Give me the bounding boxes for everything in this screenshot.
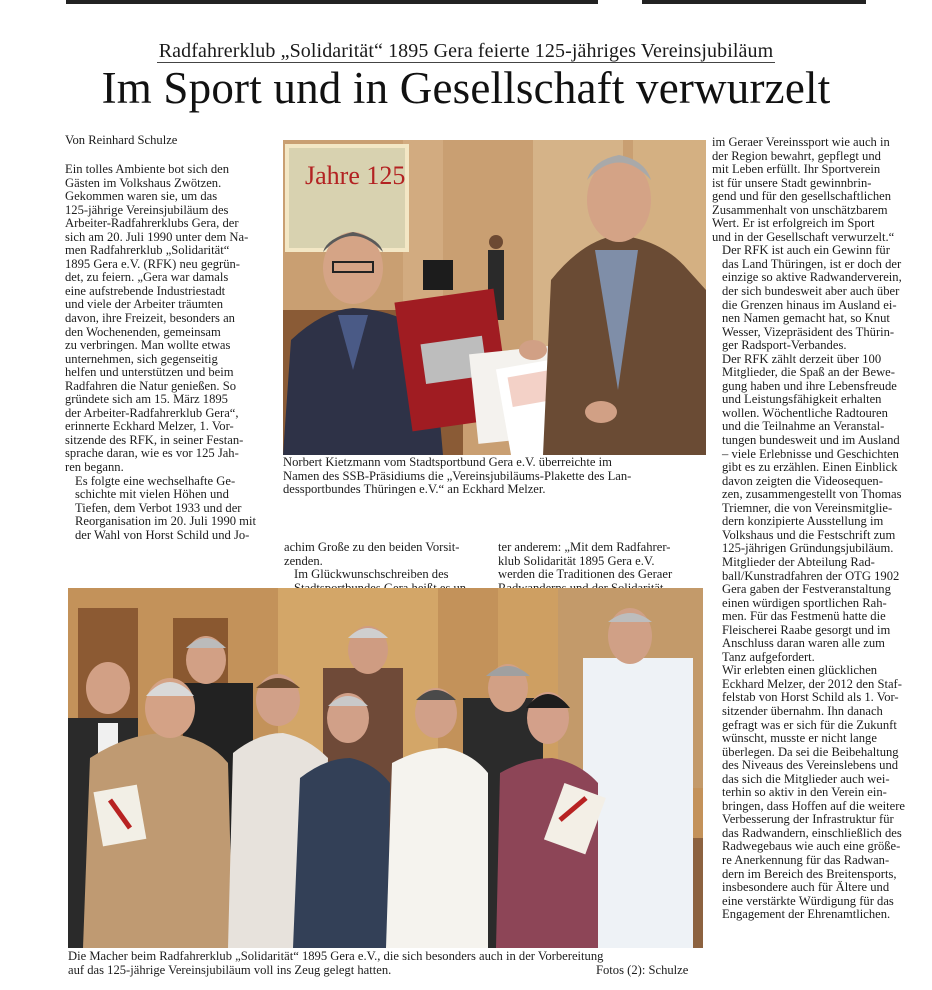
text-line: Reorganisation im 20. Juli 1990 mit <box>75 515 256 529</box>
text-line: men. Für das Festmenü hatte die <box>722 610 886 624</box>
text-line: tungen bundesweit und im Ausland <box>722 434 900 448</box>
text-line: Wert. Er ist erfolgreich im Sport <box>712 217 875 231</box>
text-line: felstab von Horst Schild als 1. Vor- <box>722 691 899 705</box>
paragraph <box>712 136 926 244</box>
text-line: sich am 20. Juli 1990 unter dem Na- <box>65 230 249 244</box>
text-line: Tanz aufgefordert. <box>722 650 815 664</box>
text-line: re Anerkennung für das Radwan- <box>722 853 890 867</box>
text-line: nen Namen gemacht hat, so Knut <box>722 312 890 326</box>
column-4 <box>712 136 926 922</box>
paragraph <box>283 456 708 497</box>
photo-credit: Fotos (2): Schulze <box>596 963 689 977</box>
text-line: den Wochenenden, gemeinsam <box>65 325 221 339</box>
text-line: insbesondere auch für Ältere und <box>722 881 890 895</box>
text-line: Es folgte eine wechselhafte Ge- <box>75 474 236 488</box>
text-line: und viele der Arbeiter träumten <box>65 298 224 312</box>
byline: Von Reinhard Schulze <box>65 133 178 147</box>
text-line: des Niveaus des Vereinslebens und <box>722 759 899 773</box>
text-line: helfen und unterstützen und beim <box>65 366 234 380</box>
text-line: schichte mit vielen Höhen und <box>75 488 229 502</box>
text-line: werden die Traditionen des Geraer <box>498 568 673 582</box>
top-rule-right <box>642 0 866 4</box>
text-line: einen würdigen sportlichen Rah- <box>722 596 887 610</box>
text-line: erinnerte Eckhard Melzer, 1. Vor- <box>65 420 234 434</box>
top-rule-left <box>66 0 598 4</box>
text-line: Eckhard Melzer, der 2012 den Staf- <box>722 677 902 691</box>
group-photo-illustration <box>68 588 703 948</box>
text-line: gefragt was er sich für die Zukunft <box>722 718 897 732</box>
paragraph <box>712 556 926 664</box>
text-line: Ein tolles Ambiente bot sich den <box>65 163 230 176</box>
text-line: men Radfahrerklub „Solidarität“ <box>65 244 230 258</box>
text-line: Norbert Kietzmann vom Stadtsportbund Gera e.V. überreichte im <box>283 456 612 469</box>
text-line: das Radwandern, einschließlich des <box>722 826 902 840</box>
text-line: Im Glückwunschschreiben des <box>294 568 449 582</box>
text-line: wünscht, musste er nicht lange <box>722 732 877 746</box>
text-line: sprache daran, wie es vor 125 Jah- <box>65 447 239 461</box>
text-line: Gera gaben der Festveranstaltung <box>722 583 891 597</box>
text-line: achim Große zu den beiden Vorsit- <box>284 541 460 554</box>
text-line: Radfahren die Natur genießen. So <box>65 379 237 393</box>
text-line: der Wahl von Horst Schild und Jo- <box>75 528 250 542</box>
text-line: der sich bundesweit aber auch über <box>722 285 900 299</box>
text-line: gibt es zu erzählen. Einen Einblick <box>722 461 898 475</box>
text-line: klub Solidarität 1895 Gera e.V. <box>498 554 655 568</box>
text-line: dern im Bereich des Breitensports, <box>722 867 897 881</box>
text-line: Arbeiter-Radfahrerklubs Gera, der <box>65 217 239 231</box>
text-line: Radwegebaus wie auch eine größe- <box>722 840 901 854</box>
text-line: davon, ihre Freizeit, besonders an <box>65 312 235 326</box>
text-line: Wir erlebten einen glücklichen <box>722 664 878 678</box>
text-line: ren begann. <box>65 461 124 475</box>
text-line: Der RFK ist auch ein Gewinn für <box>722 244 890 258</box>
text-line: dern konzipierte Ausstellung im <box>722 515 884 529</box>
text-line: ger Radsport-Verbandes. <box>722 339 847 353</box>
text-line: – viele Erlebnisse und Geschichten <box>722 447 899 461</box>
text-line: zu verbringen. Man wollte etwas <box>65 339 231 353</box>
screen-text: Jahre 125 <box>305 161 406 190</box>
text-line: Verbesserung der Infrastruktur für <box>722 813 894 827</box>
text-line: gründete sich am 15. März 1895 <box>65 393 228 407</box>
text-line: davon zeigten die Videosequen- <box>722 474 883 488</box>
text-line: terhin so aktiv in den Verein ein- <box>722 786 887 800</box>
text-line: mit Leben erfüllt. Ihr Sportverein <box>712 163 881 177</box>
text-line: Anschluss daran waren alle zum <box>722 637 885 651</box>
text-line: Namen des SSB-Präsidiums die „Vereinsjubiläums-Plakette des Lan- <box>283 469 632 483</box>
text-line: und die Teilnahme an Veranstal- <box>722 420 885 434</box>
text-line: und Leistungsfähigkeit erhalten <box>722 393 882 407</box>
paragraph <box>65 163 280 475</box>
text-line: auf das 125-jährige Vereinsjubiläum voll ins Zeug gelegt hatten. <box>68 963 392 977</box>
text-line: Zusammenhalt von unschätzbarem <box>712 203 888 217</box>
text-line: unternehmen, sich gegenseitig <box>65 352 218 366</box>
text-line: Triemner, die von Vereinsmitglie- <box>722 501 893 515</box>
text-line: bringen, dass Hoffen auf die weitere <box>722 799 906 813</box>
text-line: Mitglieder der Abteilung Rad- <box>722 555 875 569</box>
text-line: sitzende des RFK, in seiner Festan- <box>65 433 244 447</box>
text-line: 125-jährigen Gründungsjubiläum. <box>722 542 894 556</box>
text-line: Wesser, Vizepräsident des Thürin- <box>722 325 895 339</box>
kicker-text: Radfahrerklub „Solidarität“ 1895 Gera feierte 125-jähriges Vereinsjubiläum <box>158 40 774 62</box>
article-headline: Im Sport und in Gesellschaft verwurzelt <box>101 63 831 113</box>
photo1-caption <box>283 456 708 497</box>
text-line: eine aufstrebende Industriestadt <box>65 284 226 298</box>
text-line: gung haben und ihre Lebensfreude <box>722 379 897 393</box>
text-line: ball/Kunstradfahren der OTG 1902 <box>722 569 900 583</box>
text-line: die Grenzen hinaus im Ausland ei- <box>722 298 897 312</box>
text-line: Engagement der Ehrenamtlichen. <box>722 908 891 922</box>
text-line: Fleischerei Raabe gesorgt und im <box>722 623 891 637</box>
text-line: ist für unsere Stadt gewinnbrin- <box>712 176 872 190</box>
text-line: das sich die Mitglieder auch wei- <box>722 772 890 786</box>
paragraph <box>712 353 926 556</box>
text-line: zenden. <box>284 554 323 568</box>
award-handover-photo <box>283 140 706 455</box>
paragraph <box>65 475 280 543</box>
text-line: zen, zusammengestellt von Thomas <box>722 488 902 502</box>
text-line: wollen. Wöchentliche Radtouren <box>722 406 888 420</box>
text-line: Mitglieder, die Spaß an der Bewe- <box>722 366 895 380</box>
text-line: 1895 Gera e.V. (RFK) neu gegrün- <box>65 257 240 271</box>
text-line: der Region bewahrt, gepflegt und <box>712 149 881 163</box>
text-line: Volkshaus und die Festschrift zum <box>722 528 896 542</box>
paragraph <box>712 244 926 352</box>
text-line: sitzender übernahm. Ihn danach <box>722 704 883 718</box>
group-photo <box>68 588 703 948</box>
paragraph <box>284 541 495 568</box>
text-line: einzige so aktive Radwanderverein, <box>722 271 902 285</box>
text-line: Gekommen waren sie, um das <box>65 190 218 204</box>
text-line: Der RFK zählt derzeit über 100 <box>722 352 882 366</box>
text-line: das Land Thüringen, ist er doch der <box>722 257 902 271</box>
text-line: im Geraer Vereinssport wie auch in <box>712 136 890 149</box>
text-line: und in der Gesellschaft verwurzelt.“ <box>712 230 895 244</box>
text-line: ter anderem: „Mit dem Radfahrer- <box>498 541 671 554</box>
text-line: dessportbundes Thüringen e.V.“ an Eckhard Melzer. <box>283 483 546 496</box>
text-line: gend und für den gesellschaftlichen <box>712 190 892 204</box>
text-line: der Arbeiter-Radfahrerklub Gera“, <box>65 406 239 420</box>
text-line: det, zu feiern. „Gera war damals <box>65 271 229 285</box>
text-line: Gästen im Volkshaus Zwötzen. <box>65 176 222 190</box>
text-line: eine verstärkte Würdigung für das <box>722 894 894 908</box>
text-line: überlegen. Da sei die Beibehaltung <box>722 745 899 759</box>
award-handover-illustration <box>283 140 706 455</box>
paragraph <box>712 664 926 921</box>
text-line: 125-jährige Vereinsjubiläum des <box>65 203 229 217</box>
column-1 <box>65 163 280 542</box>
text-line: Tiefen, dem Verbot 1933 und der <box>75 501 242 515</box>
text-line: Die Macher beim Radfahrerklub „Solidarität“ 1895 Gera e.V., die sich besonders auch in der Vorbereitung <box>68 950 604 963</box>
